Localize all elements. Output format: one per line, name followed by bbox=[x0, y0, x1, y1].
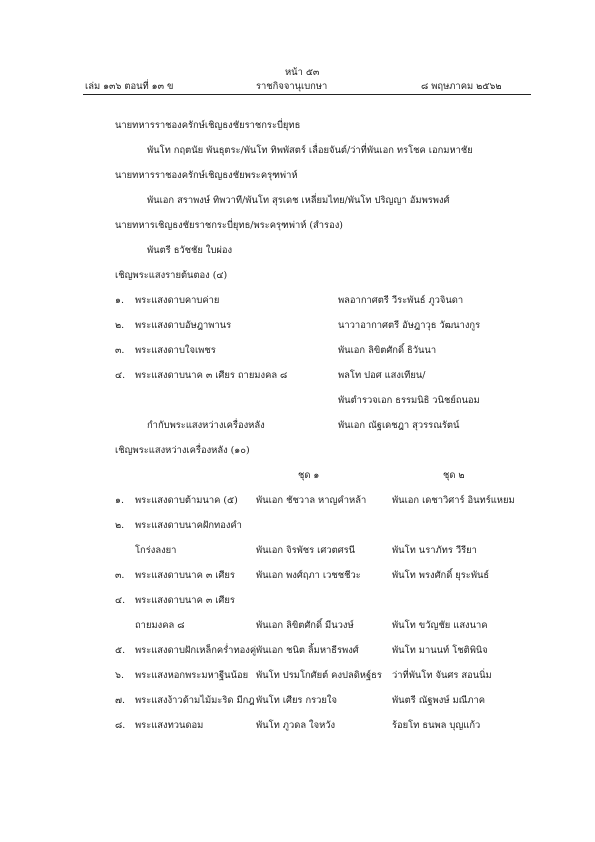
item-number: ๔. bbox=[115, 595, 126, 606]
set1-person: พันเอก ลิขิตศักดิ์ มีนวงษ์ bbox=[256, 620, 354, 631]
set1-person: พันเอก ชนิต ลิ้มหาธีรพงศ์ bbox=[256, 645, 359, 656]
item-person: พลโท ปอศ แสงเทียน/ bbox=[338, 370, 426, 381]
set1-person: พันเอก ชัชวาล หาญคำหล้า bbox=[256, 495, 367, 506]
item-label: พระแสงดาบอัษฎาพานร bbox=[135, 320, 232, 331]
item-label: พระแสงดาบนาค ๓ เศียร bbox=[135, 570, 235, 581]
intro-line: พันเอก สราพงษ์ ทิพวาที/พันโท สุรเดช เหลี่ยมไทย/พันโท ปริญญา อัมพรพงศ์ bbox=[147, 195, 450, 206]
column-header-set2: ชุด ๒ bbox=[443, 470, 465, 481]
set2-person: พันโท นราภัทร วีรียา bbox=[392, 545, 477, 556]
item-person: พันเอก ลิขิตศักดิ์ ธิวันนา bbox=[338, 345, 437, 356]
item-number: ๔. bbox=[115, 370, 126, 381]
section-heading: เชิญพระแสงรายต้นตอง (๔) bbox=[115, 270, 228, 281]
item-label: พระแสงดาบใจเพชร bbox=[135, 345, 216, 356]
item-number: ๒. bbox=[115, 320, 125, 331]
item-person-continued: พันตำรวจเอก ธรรมนิธิ วนิชย์ถนอม bbox=[338, 395, 480, 406]
set2-person: พันตรี ณัฐพงษ์ มณีภาค bbox=[392, 695, 486, 706]
item-number: ๓. bbox=[115, 570, 125, 581]
section-heading: เชิญพระแสงหว่างเครื่องหลัง (๑๐) bbox=[115, 445, 250, 456]
set1-person: พันเอก พงศ์ฤภา เวชชชีวะ bbox=[256, 570, 361, 581]
item-number: ๑. bbox=[115, 295, 124, 306]
item-label: พระแสงดาบฝักเหล็กคร่ำทองคู่ bbox=[135, 645, 257, 656]
item-person: พลอากาศตรี วีระพันธ์ ภูวจินดา bbox=[338, 295, 464, 306]
page-number: หน้า ๕๓ bbox=[285, 67, 320, 78]
set1-person: พันโท เศียร กรวยใจ bbox=[256, 695, 337, 706]
set1-person: พันโท ภูวดล ใจหวัง bbox=[256, 720, 336, 731]
set2-person: ร้อยโท ธนพล บุญแก้ว bbox=[392, 720, 481, 731]
item-number: ๖. bbox=[115, 670, 124, 681]
publication-date: ๘ พฤษภาคม ๒๕๖๒ bbox=[421, 81, 502, 92]
set2-person: พันโท มานนท์ โชติพินิจ bbox=[392, 645, 488, 656]
set2-person: พันโท ขวัญชัย แสงนาค bbox=[392, 620, 488, 631]
item-label: พระแสงดาบนาคฝักทองคำ bbox=[135, 520, 242, 531]
escort-label: กำกับพระแสงหว่างเครื่องหลัง bbox=[147, 420, 265, 431]
volume-issue: เล่ม ๑๓๖ ตอนที่ ๑๓ ข bbox=[85, 81, 174, 92]
item-number: ๓. bbox=[115, 345, 125, 356]
intro-line: พันโท กฤตนัย พันธุตระ/พันโท ทิพพัสตร์ เลื่อยจันต์/ว่าที่พันเอก ทรโชค เอกมหาชัย bbox=[147, 145, 473, 156]
item-number: ๒. bbox=[115, 520, 125, 531]
item-label-continued: โกร่งลงยา bbox=[135, 545, 177, 556]
item-label: พระแสงดาบต้ามนาค (๕) bbox=[135, 495, 238, 506]
header-rule bbox=[83, 94, 531, 95]
publication-name: ราชกิจจานุเบกษา bbox=[256, 81, 328, 92]
item-number: ๘. bbox=[115, 720, 126, 731]
item-label: พระแสงทวนดอม bbox=[135, 720, 204, 731]
set2-person: พันโท พรงศักดิ์ ยุระพันธ์ bbox=[392, 570, 490, 581]
item-label: พระแสงง้าวด้ามไม้มะริด มีกฎ bbox=[135, 695, 255, 706]
item-number: ๕. bbox=[115, 645, 126, 656]
set1-person: พันเอก จิรพัชร เศวตศรนี bbox=[256, 545, 356, 556]
set2-person: ว่าที่พันโท จันศร สอนนิ่ม bbox=[392, 670, 492, 681]
set2-person: พันเอก เดชาวิศาร์ อินทร์แหยม bbox=[392, 495, 515, 506]
intro-line: พันตรี ธวัชชัย ใบผ่อง bbox=[147, 245, 233, 256]
item-number: ๑. bbox=[115, 495, 124, 506]
item-person: นาวาอากาศตรี อัษฎาวุธ วัฒนางกูร bbox=[338, 320, 481, 331]
intro-line: นายทหารราชองครักษ์เชิญธงชัยพระครุฑพ่าห์ bbox=[115, 170, 298, 181]
intro-line: นายทหารราชองครักษ์เชิญธงชัยราชกระบี่ยุทธ bbox=[115, 120, 301, 131]
escort-person: พันเอก ณัฐเดชฎา สุวรรณรัตน์ bbox=[338, 420, 460, 431]
item-label-continued: ถายมงคล ๘ bbox=[135, 620, 185, 631]
item-label: พระแสงดาบคาบค่าย bbox=[135, 295, 220, 306]
item-label: พระแสงดาบนาค ๓ เศียร bbox=[135, 595, 235, 606]
set1-person: พันโท ปรมโกศัยต์ คงปลดิหฐ์ธร bbox=[256, 670, 382, 681]
item-number: ๗. bbox=[115, 695, 126, 706]
item-label: พระแสงหอกพระมหาฐีนน้อย bbox=[135, 670, 249, 681]
item-label: พระแสงดาบนาค ๓ เศียร ถายมงคล ๘ bbox=[135, 370, 288, 381]
column-header-set1: ชุด ๑ bbox=[298, 470, 320, 481]
intro-line: นายทหารเชิญธงชัยราชกระบี่ยุทธ/พระครุฑพ่าห์ (สำรอง) bbox=[115, 220, 343, 231]
